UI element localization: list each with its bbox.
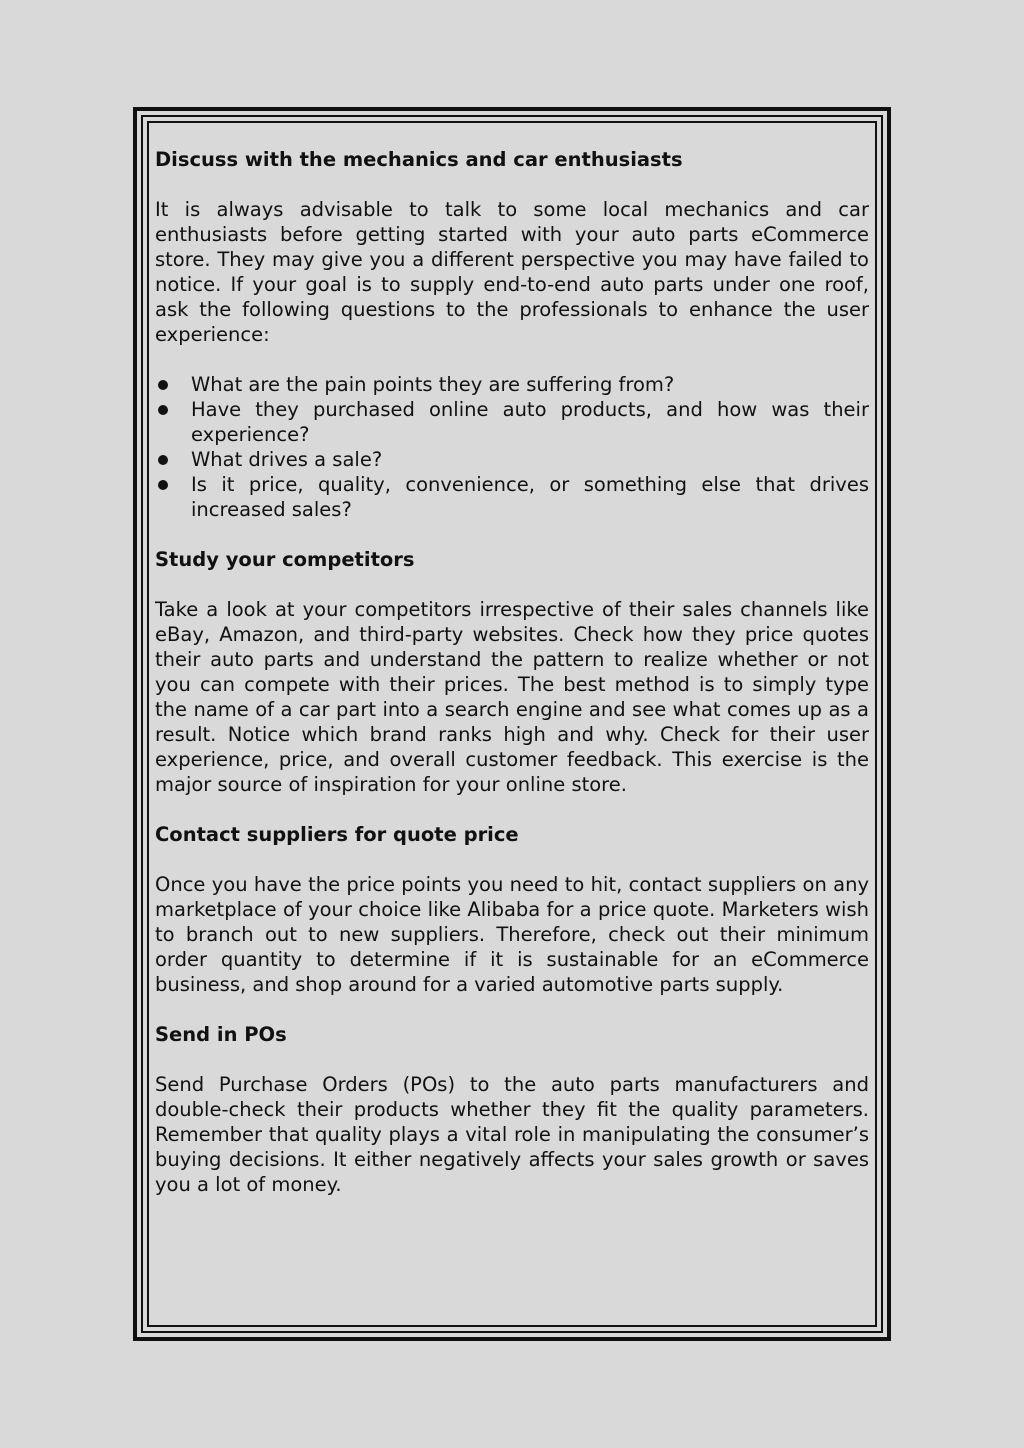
list-item [155,397,869,447]
bullet-dot-icon [158,480,168,490]
section-paragraph-discuss: It is always advisable to talk to some local mechanics and car enthusiasts before getting started with your auto parts eCommerce store. They may give you a different perspective you may have failed to notice. If your goal is to supply end-to-end auto parts under one roof, ask the following questions to the professionals to enhance the user experience: [155,198,869,346]
bullet-dot-icon [158,405,168,415]
document-content [155,147,869,1222]
list-item-text: What are the pain points they are suffering from? [191,373,675,396]
list-item [155,472,869,522]
list-item [155,372,869,397]
question-list [155,372,869,522]
list-item-text: Is it price, quality, convenience, or something else that drives increased sales? [191,473,869,521]
list-item-text: Have they purchased online auto products, and how was their experience? [191,398,869,446]
list-item-text: What drives a sale? [191,448,383,471]
section-heading-competitors: Study your competitors [155,548,415,571]
list-item [155,447,869,472]
bullet-dot-icon [158,380,168,390]
section-paragraph-suppliers: Once you have the price points you need to hit, contact suppliers on any marketplace of your choice like Alibaba for a price quote. Marketers wish to branch out to new suppliers. Therefore, check out their minimum order quantity to determine if it is sustainable for an eCommerce business, and shop around for a varied automotive parts supply. [155,873,869,996]
section-paragraph-competitors: Take a look at your competitors irrespective of their sales channels like eBay, Amazon, and third-party websites. Check how they price quotes their auto parts and understand the pattern to realize whether or not you can compete with their prices. The best method is to simply type the name of a car part into a search engine and see what comes up as a result. Notice which brand ranks high and why. Check for their user experience, price, and overall customer feedback. This exercise is the major source of inspiration for your online store. [155,598,869,796]
section-heading-suppliers: Contact suppliers for quote price [155,823,519,846]
section-heading-pos: Send in POs [155,1023,287,1046]
section-paragraph-pos: Send Purchase Orders (POs) to the auto parts manufacturers and double-check their products whether they fit the quality parameters. Remember that quality plays a vital role in manipulating the consumer’s buying decisions. It either negatively affects your sales growth or saves you a lot of money. [155,1073,869,1196]
bullet-dot-icon [158,455,168,465]
section-heading-discuss: Discuss with the mechanics and car enthusiasts [155,148,683,171]
